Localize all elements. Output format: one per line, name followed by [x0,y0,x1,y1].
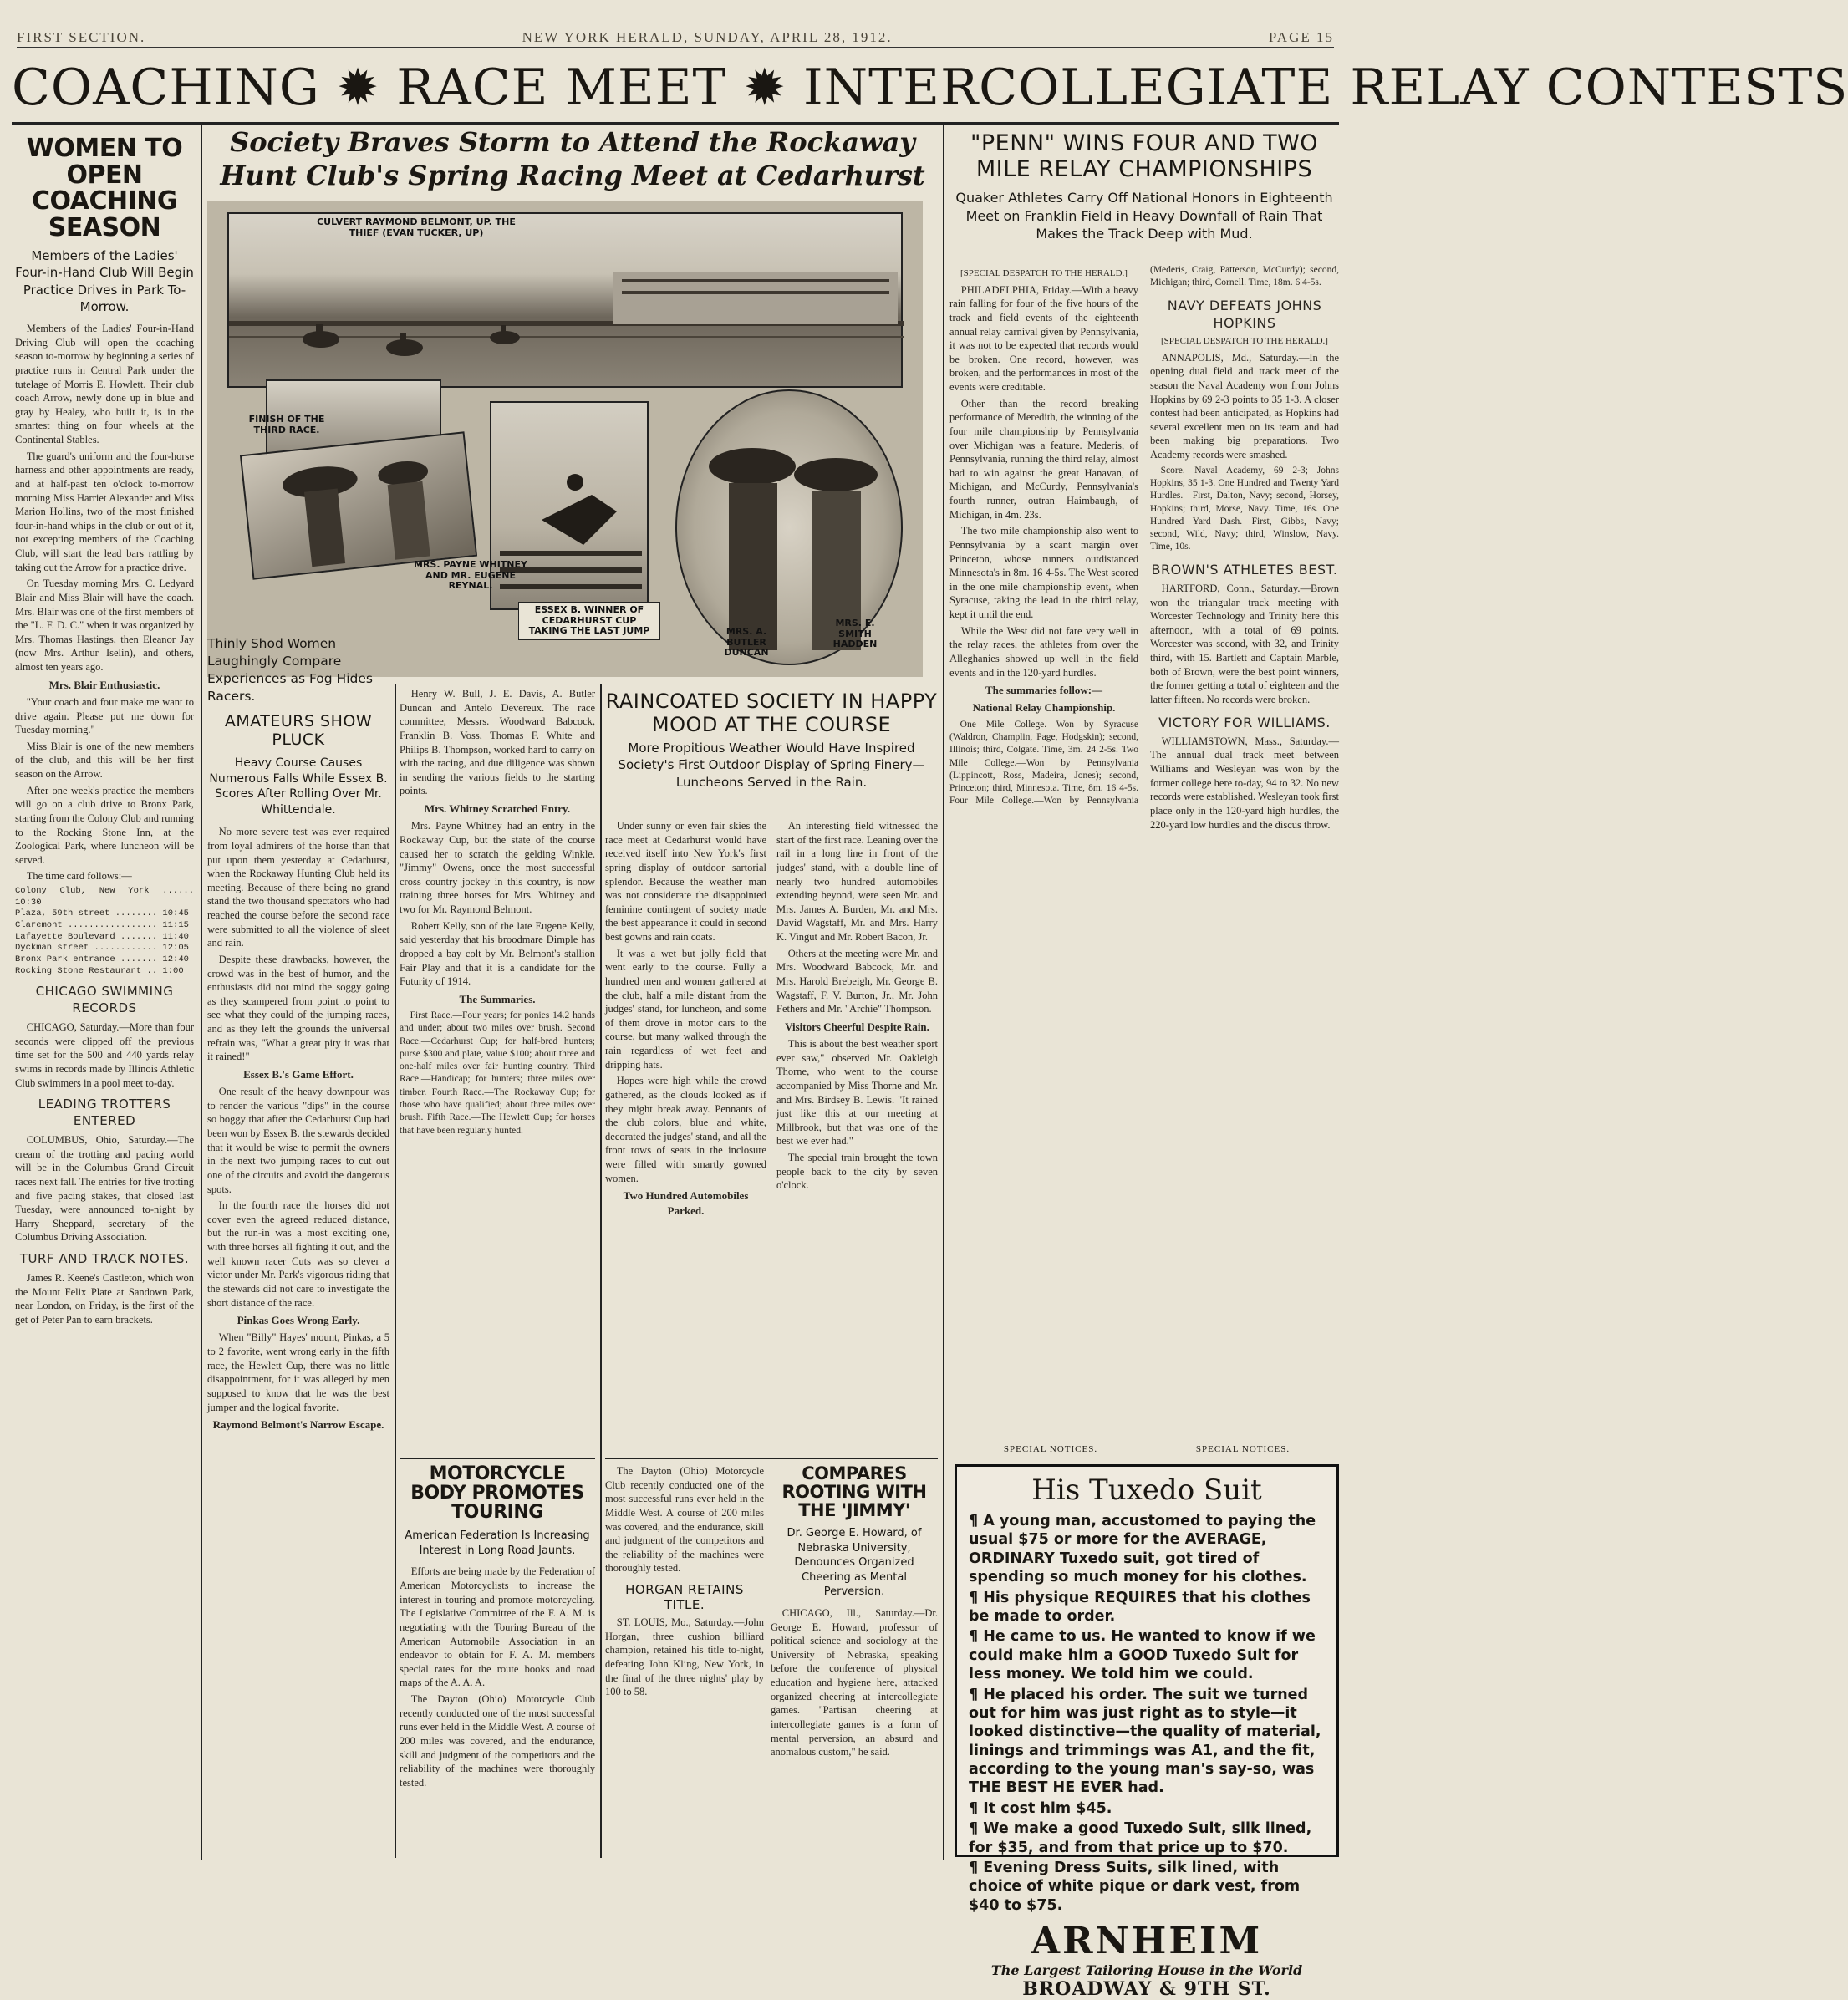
ad-tagline: The Largest Tailoring House in the World [990,1962,1303,1979]
coaching-subhead: Mrs. Blair Enthusiastic. [48,678,160,691]
ad-address: BROADWAY & 9TH ST. [1022,1978,1271,2000]
ad-title: His Tuxedo Suit [1031,1473,1262,1507]
coaching-body [15,322,194,1326]
timecard-row: Dyckman street ............ 12:05 [15,943,189,954]
race-field-photo [227,212,903,388]
timecard-title: The time card follows:— [26,870,132,883]
coaching-headline: WOMEN TO OPEN COACHING SEASON [26,134,183,242]
column-rule-1 [201,125,202,1860]
penn-body [949,264,1339,1455]
photo-caption-finish: FINISH OF THE THIRD RACE. [248,414,325,435]
ad-line: ¶ It cost him $45. [969,1799,1112,1817]
photo-caption-whitney: MRS. PAYNE WHITNEY AND MR. EUGENE REYNAL. [414,559,527,592]
amateurs-para: In the fourth race the horses did not cover even the agreed reduced distance, but the run-in was a most exciting one, with three horses all fighting it out, and the well known racer Cuts was so clever a victor under Mr. Park's vigorous riding that the stewards did not care to investigate the short distance of the race. [207,1199,389,1309]
amateurs-headline: AMATEURS SHOW PLUCK [224,711,373,749]
motor-cont: The Dayton (Ohio) Motorcycle Club recently conducted one of the most successful runs ever held in the Middle West. A course of 200 miles was covered, and the endurance, skill and judgment of the competitors and the reliability of the machines were thoroughly tested. [605,1465,764,1575]
ad-line: ¶ His physique REQUIRES that his clothes be made to order. [969,1589,1311,1625]
raincoat-para: Hopes were high while the crowd gathered, as the clouds looked as if they might break away. Pennants of the club colors, blue and white, decorated the judges' stand, and all the front rows of seats in the inclosure were filled with smartly gowned women. [605,1075,766,1184]
coaching-para: The guard's uniform and the four-horse harness and other appointments are ready, and at half-past ten o'clock to-morrow morning Miss Harriet Alexander and Miss Marion Hollins, two of the most finished four-in-hand whips in the club or out of it, not excepting members of the Coaching Club, will start the lead bars rattling by taking out the Arrow for a practice drive. [15,450,194,573]
raincoat-headline: RAINCOATED SOCIETY IN HAPPY MOOD AT THE COURSE [605,690,938,736]
timecard-row: Claremont ................. 11:15 [15,919,189,930]
horgan-headline: HORGAN RETAINS TITLE. [625,1582,744,1612]
photo-caption-hadden: MRS. E. SMITH HADDEN [832,618,878,650]
amateurs-subhead: Essex B.'s Game Effort. [243,1067,354,1081]
raincoat-deck: More Propitious Weather Would Have Inspired Society's First Outdoor Display of Spring Finery—Luncheons Served in the Rain. [618,740,925,790]
timecard-row: Bronx Park entrance ....... 12:40 [15,954,189,964]
browns-text: HARTFORD, Conn., Saturday.—Brown won the triangular track meeting with Worcester Technology and Trinity here this afternoon, with a total of 69 points. Worcester was second, with 32, and Trinity third, with 15. Bartlett and Captain Marble, both of Brown, were the best point winners, the former getting a total of eighteen and the latter fifteen. No records were broken. [1150,582,1339,705]
navy-results: Score.—Naval Academy, 69 2-3; Johns Hopkins, 35 1-3. One Hundred and Twenty Yard Hurdles.—First, Dalton, Navy; second, Horsey, Hopkins; third, Morse, Navy. Time, 16s. One Hundred Yard Dash.—First, Gibbs, Navy; second, Wild, Navy; third, Winslow, Navy. Time, 10s. [1150,465,1339,552]
rooting-body [771,1606,938,1759]
ad-line: ¶ We make a good Tuxedo Suit, silk lined, for $35, and from that price up to $70. [969,1820,1312,1856]
ad-line: ¶ A young man, accustomed to paying the usual $75 or more for the AVERAGE, ORDINARY Tuxedo suit, got tired of spending so much money for his clothes. [969,1513,1316,1586]
penn-summaries: One Mile College.—Won by Syracuse (Waldron, Champlin, Page, Hodgskin); second, Illinois; third, Colgate. Time, 3m. 24 2-5s. Two Mile College.—Won by Pennsylvania (Lippincott, Ross, Madeira, Jones); second, Princeton; third, Minnesota. Time, 8m. 16 4-5s. Four Mile College.—Won by Pennsylvania (Mederis, Craig, Patterson, McCurdy); second, Michigan; third, Cornell. Time, 18m. 6 4-5s. [949,265,1339,807]
timecard-row: Plaza, 59th street ........ 10:45 [15,908,189,919]
photo-caption-essex: ESSEX B. WINNER OF CEDARHURST CUP TAKING THE LAST JUMP [518,602,660,640]
motorcycle-article [400,1464,595,1857]
raincoat-para: An interesting field witnessed the start of the first race. Leaning over the rail in a long line in front of the judges' stand, with a double line of nearly two hundred automobiles extending beyond, were seen Mr. and Mrs. James A. Burden, Mr. and Mrs. David Wagstaff, Mr. and Mrs. Harry K. Vingut and Mr. Robert Bacon, Jr. [776,820,938,943]
banner-headline: COACHING ✹ RACE MEET ✹ INTERCOLLEGIATE RELAY CONTESTS [12,59,1848,117]
coaching-para: After one week's practice the members will go on a club drive to Bronx Park, starting from the Colony Club and running to the Rocking Stone Inn, at the Zoological Park, where luncheon will be served. [15,784,194,866]
mid-para: Mrs. Payne Whitney had an entry in the Rockaway Cup, but the state of the course caused her to scratch the gelding Winkle. "Jimmy" Owens, once the most successful cross country jockey in this country, is now training three horses for Mrs. Whitney and two for Mr. Raymond Belmont. [400,820,595,916]
motorcycle-para: Efforts are being made by the Federation of American Motorcyclists to increase the interest in touring and promote motorcycling. The Legislative Committee of the F. A. M. is negotiating with the Touring Bureau of the American Automobile Association in an endeavor to obtain for F. A. M. members special rates for the route books and road maps of the A. A. A. [400,1565,595,1689]
penn-para: While the West did not fare very well in the relay races, the athletes from over the Alleghanies showed up well in the field events and in the 120-yard hurdles. [949,624,1138,679]
special-notices-left: SPECIAL NOTICES. [1003,1444,1098,1454]
raincoat-para: Others at the meeting were Mr. and Mrs. Woodward Babcock, Mr. and Mrs. Harold Brebeigh, Mr. George B. Wagstaff, F. V. Burton, Jr., Mr. John Fethers and Mr. "Archie" Thompson. [776,947,938,1015]
raincoat-para: It was a wet but jolly field that went early to the course. Fully a hundred men and women gathered at the club, half a mile distant from the judges' stand, for luncheon, and some of them drove in motor cars to the course, but many walked through the rain regardless of wet feet and dripping hats. [605,947,766,1071]
navy-headline: NAVY DEFEATS JOHNS HOPKINS [1167,297,1322,331]
mid-para: Robert Kelly, son of the late Eugene Kelly, said yesterday that his broodmare Dimple has dropped a bay colt by Mr. Belmont's stallion Fair Play and that it is a candidate for the Futurity of 1914. [400,919,595,988]
ad-lines [969,1512,1325,1915]
turf-headline: TURF AND TRACK NOTES. [19,1251,190,1267]
penn-summaries-head: The summaries follow:— [985,684,1103,697]
browns-headline: BROWN'S ATHLETES BEST. [1151,561,1338,578]
folio-section: FIRST SECTION. [17,29,146,45]
trotters-text: COLUMBUS, Ohio, Saturday.—The cream of the trotting and pacing world will be in the Columbus Grand Circuit races next fall. The entries for five trotting and five pacing stakes, that closed last Tuesday, were announced to-night by Harry Sheppard, secretary of the Columbus Driving Association. [15,1134,194,1244]
horgan-text: ST. LOUIS, Mo., Saturday.—John Horgan, three cushion billiard champion, retained his title to-night, defeating John Kling, New York, in the final of the three nights' play by 100 to 58. [605,1616,764,1698]
amateurs-para: When "Billy" Hayes' mount, Pinkas, a 5 to 2 favorite, went wrong early in the fifth race, the Hewlett Cup, there was no little disappointment, for it was alleged by men supposed to know that he was the best jumper and the logical favorite. [207,1331,389,1413]
horgan-body [605,1464,764,1575]
rooting-headline: COMPARES ROOTING WITH THE 'JIMMY' [781,1463,927,1521]
horgan-text-wrap [605,1616,764,1699]
ad-line: ¶ Evening Dress Suits, silk lined, with choice of white pique or dark vest, from $40 to $75. [969,1860,1301,1914]
mid-body [400,687,595,1137]
williams-headline: VICTORY FOR WILLIAMS. [1158,714,1331,730]
ad-brand: ARNHEIM [1031,1920,1263,1963]
arnheim-advertisement [955,1464,1339,2000]
amateurs-subhead: Raymond Belmont's Narrow Escape. [212,1418,384,1432]
penn-headline: "PENN" WINS FOUR AND TWO MILE RELAY CHAMPIONSHIPS [970,130,1319,183]
ad-line: ¶ He placed his order. The suit we turned out for him was just right as to style—it looked distinctive—the quality of material, linings and trimmings was A1, and the fit, according to the young man's say-so, was THE BEST HE EVER had. [969,1686,1321,1797]
raincoat-para: This is about the best weather sport ever saw," observed Mr. Oakleigh Thorne, who went to the course accompanied by Miss Thorne and Mr. and Mrs. Birdsey B. Lewis. "It rained just like this at our meeting at Millbrook, but that was one of the best we ever had." [776,1038,938,1148]
coaching-para: On Tuesday morning Mrs. C. Ledyard Blair and Miss Blair will have the coach. Mrs. Blair was one of the first members of the "L. F. D. C." when it was organized by Mrs. Thomas Hastings, then Eleanor Jay (now Mrs. Arthur Iselin), and others, almost ten years ago. [15,578,194,673]
motorcycle-para: The Dayton (Ohio) Motorcycle Club recently conducted one of the most successful runs ever held in the Middle West. A course of 200 miles was covered, and the endurance, skill and judgment of the competitors and the reliability of the machines were thoroughly tested. [400,1693,595,1789]
amateurs-subhead: Pinkas Goes Wrong Early. [237,1314,360,1327]
rooting-rule [605,1458,938,1459]
raincoat-text [605,819,938,1218]
coaching-deck: Members of the Ladies' Four-in-Hand Club Will Begin Practice Drives in Park To-Morrow. [15,248,194,314]
society-headline-box [209,125,936,197]
amateurs-column [207,635,389,1855]
raincoat-para: Under sunny or even fair skies the race meet at Cedarhurst would have received itself into New York's first spring display of outdoor sartorial splendor. Because the weather man was not considerate the disappointed feminine contingent of society made the best appearance it could in second best gowns and rain coats. [605,820,766,943]
folio-line [17,28,1334,48]
raincoat-para: The special train brought the town people back to the city by seven o'clock. [776,1152,938,1192]
summaries-subhead: The Summaries. [459,992,536,1005]
amateurs-para: Despite these drawbacks, however, the crowd was in the best of humor, and the enthusiasts did not mind the soggy going as they scampered from point to point to see what they could of the jumping races, and as they left the grounds the universal refrain was, "What a great pity it was that it rained!" [207,953,389,1063]
swimming-headline: CHICAGO SWIMMING RECORDS [35,984,174,1016]
motorcycle-deck: American Federation Is Increasing Interest in Long Road Jaunts. [405,1529,590,1557]
motor-rule [400,1458,595,1459]
summaries-text: First Race.—Four years; for ponies 14.2 hands and under; about two miles over brush. Second Race.—Cedarhurst Cup; for half-bred hunters; purse $300 and plate, value $100; about three and one-half miles over fair hunting country. Third Race.—Handicap; for hunters; three miles over timber. Fourth Race.—The Rockaway Cup; for those who have qualified; about three miles over brush. Fifth Race.—The Hewlett Cup; for horses that have been regularly hunted. [400,1010,595,1136]
ad-line: ¶ He came to us. He wanted to know if we could make him a GOOD Tuxedo Suit for less money. We told him we could. [969,1628,1316,1683]
special-notices-right: SPECIAL NOTICES. [1195,1444,1291,1454]
penn-para: Other than the record breaking performance of Meredith, the winning of the four mile championship by Pennsylvania over Michigan was a feature. Mederis, of Pennsylvania, running the third relay, almost had to win against the great Hanavan, of Michigan, and McCurdy, Pennsylvania's fourth runner, outran Haimbaugh, of Michigan, in 4m. 23s. [949,397,1138,521]
coaching-para: "Your coach and four make me want to drive again. Please put me down for Tuesday morning." [15,695,194,736]
coaching-para: Miss Blair is one of the new members of the club, and this will be her first season on the Arrow. [15,740,194,781]
mid-subhead: Mrs. Whitney Scratched Entry. [424,802,571,815]
photo-caption-duncan: MRS. A. BUTLER DUNCAN [724,626,769,659]
swimming-text: CHICAGO, Saturday.—More than four seconds were clipped off the previous time set for the 500 and 440 yards relay swims in records made by Illinois Athletic Club swimmers in a pool meet to-day. [15,1021,194,1089]
rooting-deck: Dr. George E. Howard, of Nebraska University, Denounces Organized Cheering as Mental Perversion. [787,1527,922,1599]
raincoat-header [605,687,938,790]
mid-para: Henry W. Bull, J. E. Davis, A. Butler Duncan and Antelo Devereux. The race committee, Messrs. Woodward Babcock, Franklin B. Voss, Thomas F. White and Philips B. Thompson, worked hard to carry on with the racing, and due diligence was shown in sending the various fields to the starting points. [400,688,595,797]
timecard-row: Rocking Stone Restaurant .. 1:00 [15,965,184,976]
society-headline: Society Braves Storm to Attend the Rockaway Hunt Club's Spring Racing Meet at Cedarhurst [220,126,925,191]
raincoat-subhead: Visitors Cheerful Despite Rain. [785,1020,929,1033]
timecard-row: Colony Club, New York ...... 10:30 [15,886,194,908]
motorcycle-headline: MOTORCYCLE BODY PROMOTES TOURING [410,1463,584,1524]
timecard [15,886,194,977]
photo-caption-culvert: CULVERT RAYMOND BELMONT, UP. THE THIEF (EVAN TUCKER, UP) [317,216,516,238]
amateurs-body [207,825,389,1432]
penn-para: PHILADELPHIA, Friday.—With a heavy rain falling for four of the five hours of the track and field events of the eighteenth annual relay carnival given by Pennsylvania, it was not to be expected that records would be broken. One record, however, was broken, and the performances in most of the events were creditable. [949,283,1138,393]
penn-text [949,264,1339,832]
timecard-row: Lafayette Boulevard ....... 11:40 [15,931,189,942]
rooting-text: CHICAGO, Ill., Saturday.—Dr. George E. Howard, professor of political science and sociology at the University of Nebraska, speaking before the conference of physical education and hygiene here, attacked organized cheering at intercollegiate games. "Partisan cheering at intercollegiate games is a form of mental perversion, an absurd and anomalous custom," he said. [771,1606,938,1758]
penn-dateline: [SPECIAL DESPATCH TO THE HERALD.] [960,268,1128,278]
folio-masthead: NEW YORK HERALD, SUNDAY, APRIL 28, 1912. [522,29,893,45]
amateurs-deck-top: Thinly Shod Women Laughingly Compare Experiences as Fog Hides Racers. [207,636,373,704]
rooting-article [771,1464,938,1857]
raincoat-subhead: Two Hundred Automobiles Parked. [623,1189,749,1217]
column-rule-3 [395,684,396,1858]
banner-rule [12,122,1339,125]
special-notices-bar [955,1444,1339,1461]
column-rule-4 [600,684,602,1858]
amateurs-deck: Heavy Course Causes Numerous Falls While Essex B. Scores After Rolling Over Mr. Whittendale. [209,756,388,817]
coaching-para: Members of the Ladies' Four-in-Hand Driving Club will open the coaching season to-morrow by beginning a series of practice runs in Central Park under the tutelage of Morris E. Howlett. Their club coach Arrow, newly done up in blue and gray by Healey, who built it, is in the smartest thing on four wheels at the Continental Stables. [15,323,194,445]
photo-panel [207,201,923,677]
williams-text: WILLIAMSTOWN, Mass., Saturday.—The annual dual track meet between Williams and Wesleyan was won by the former college here to-day, 94 to 32. No new records were established. Wesleyan took first place only in the 120-yard high hurdles, the 220-yard low hurdles and the discus throw. [1150,735,1339,831]
amateurs-para: No more severe test was ever required from loyal admirers of the horse than that put upon them yesterday at Cedarhurst, when the Rockaway Hunting Club held its meeting. Because of there being no grand stand the two thousand spectators who had reached the course before the second race were submitted to all the violence of sleet and rain. [207,826,389,949]
navy-text: ANNAPOLIS, Md., Saturday.—In the opening dual field and track meet of the season the Naval Academy won from Johns Hopkins by 69 2-3 points to 35 1-3. A closer contest had been anticipated, as Hopkins had several excellent men on its team and had been making big preparations. Two Academy records were smashed. [1150,351,1339,461]
trotters-headline: LEADING TROTTERS ENTERED [38,1097,171,1129]
coaching-column [15,130,194,1860]
horgan-column [605,1464,764,1857]
column-rule-2 [943,125,944,1860]
whitney-reynal-photo [240,431,477,579]
penn-para: The two mile championship also went to Pennsylvania by a scant margin over Princeton, whose runners outdistanced Minnesota's in 8m. 16 4-5s. The West scored in the one mile championship event, when Syracuse, taking the lead in the third relay, kept it until the end. [949,525,1138,620]
turf-text: James R. Keene's Castleton, which won the Mount Felix Plate at Sandown Park, near London, on Friday, is the first of the get of Peter Pan to earn brackets. [15,1271,194,1326]
penn-deck: Quaker Athletes Carry Off National Honors in Eighteenth Meet on Franklin Field in Heavy Downfall of Rain That Makes the Track Deep with Mud. [955,190,1333,242]
raincoat-body [605,819,938,1454]
amateurs-para: One result of the heavy downpour was to render the various "dips" in the course so boggy that after the Cedarhurst Cup had been won by Essex B. the stewards decided that it would be wise to permit the owners in the next two jumping races to cut out one of the circuits and avoid the dangerous spots. [207,1086,389,1195]
motorcycle-body [400,1565,595,1789]
race-field-illustration [229,214,904,389]
folio-page-number: PAGE 15 [1268,29,1334,45]
navy-dateline: [SPECIAL DESPATCH TO THE HERALD.] [1161,336,1328,347]
penn-summaries-sub: National Relay Championship. [972,701,1116,715]
